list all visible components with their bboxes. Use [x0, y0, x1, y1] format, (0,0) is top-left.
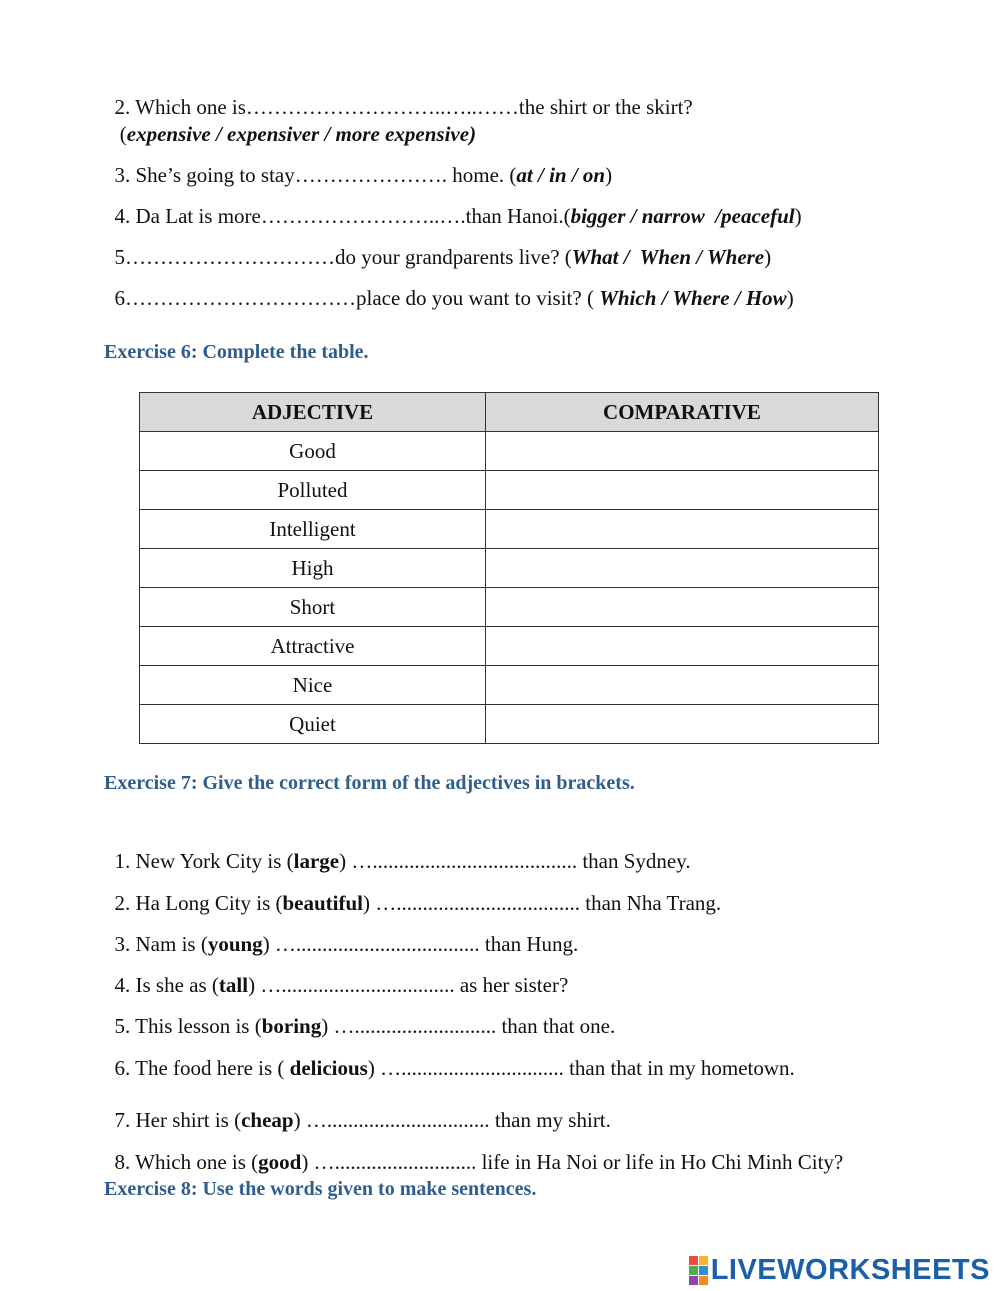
- ex5-item-6: 6……………………………place do you want to visit? ( Which / Where / How): [114, 286, 794, 310]
- ex5-item-4: 4. Da Lat is more……………………..….than Hanoi.(bigger / narrow /peaceful): [114, 204, 802, 228]
- comparative-answer-cell[interactable]: [486, 510, 879, 549]
- table-row: [140, 666, 879, 705]
- table-row: [140, 549, 879, 588]
- ex7-item-4: 4. Is she as (tall) …................................. as her sister?: [114, 973, 569, 997]
- ex7-item-5: 5. This lesson is (boring) …........................... than that one.: [114, 1014, 616, 1038]
- table-row: [140, 471, 879, 510]
- exercise8-heading: Exercise 8: Use the words given to make sentences.: [104, 1178, 537, 1200]
- table-row: [140, 510, 879, 549]
- comparative-answer-cell[interactable]: [486, 471, 879, 510]
- ex7-item-8: 8. Which one is (good) …........................... life in Ha Noi or life in Ho Chi Minh City?: [114, 1150, 844, 1174]
- comparative-answer-cell[interactable]: [486, 705, 879, 744]
- adjective-cell: Quiet: [140, 705, 486, 744]
- comparative-answer-cell[interactable]: [486, 549, 879, 588]
- adjective-cell: Good: [140, 432, 486, 471]
- adjective-table: [139, 392, 879, 744]
- ex7-item-1: 1. New York City is (large) …....................................... than Sydney.: [114, 849, 691, 873]
- ex5-item-2-options: (expensive / expensiver / more expensive): [114, 122, 477, 146]
- comparative-answer-cell[interactable]: [486, 588, 879, 627]
- adjective-cell: Nice: [140, 666, 486, 705]
- comparative-answer-cell[interactable]: [486, 432, 879, 471]
- adjective-cell: Attractive: [140, 627, 486, 666]
- adjective-cell: Polluted: [140, 471, 486, 510]
- ex7-item-2: 2. Ha Long City is (beautiful) …................................... than Nha Trang.: [114, 891, 722, 915]
- comparative-answer-cell[interactable]: [486, 627, 879, 666]
- table-row: [140, 588, 879, 627]
- comparative-answer-cell[interactable]: [486, 666, 879, 705]
- liveworksheets-logo[interactable]: [689, 1254, 990, 1286]
- table-row: [140, 627, 879, 666]
- exercise7-heading: Exercise 7: Give the correct form of the adjectives in brackets.: [104, 772, 635, 794]
- ex5-item-5: 5…………………………do your grandparents live? (What / When / Where): [114, 245, 772, 269]
- ex7-item-3: 3. Nam is (young) …................................... than Hung.: [114, 932, 579, 956]
- adjective-cell: Intelligent: [140, 510, 486, 549]
- ex7-item-6: 6. The food here is ( delicious) …............................... than that in my hometown.: [114, 1056, 795, 1080]
- comparative-column-header: COMPARATIVE: [486, 393, 879, 432]
- exercise6-heading: Exercise 6: Complete the table.: [104, 341, 369, 363]
- liveworksheets-logo-icon: [689, 1256, 708, 1285]
- logo-text: LIVEWORKSHEETS: [710, 1253, 990, 1286]
- table-row: [140, 705, 879, 744]
- ex5-item-2: 2. Which one is………………………..…..……the shirt or the skirt?: [114, 95, 693, 119]
- table-header-row: [140, 393, 879, 432]
- adjective-cell: Short: [140, 588, 486, 627]
- table-row: [140, 432, 879, 471]
- ex7-item-7: 7. Her shirt is (cheap) …............................... than my shirt.: [114, 1108, 611, 1132]
- ex5-item-3: 3. She’s going to stay…………………. home. (at / in / on): [114, 163, 613, 187]
- adjective-cell: High: [140, 549, 486, 588]
- adjective-column-header: ADJECTIVE: [140, 393, 486, 432]
